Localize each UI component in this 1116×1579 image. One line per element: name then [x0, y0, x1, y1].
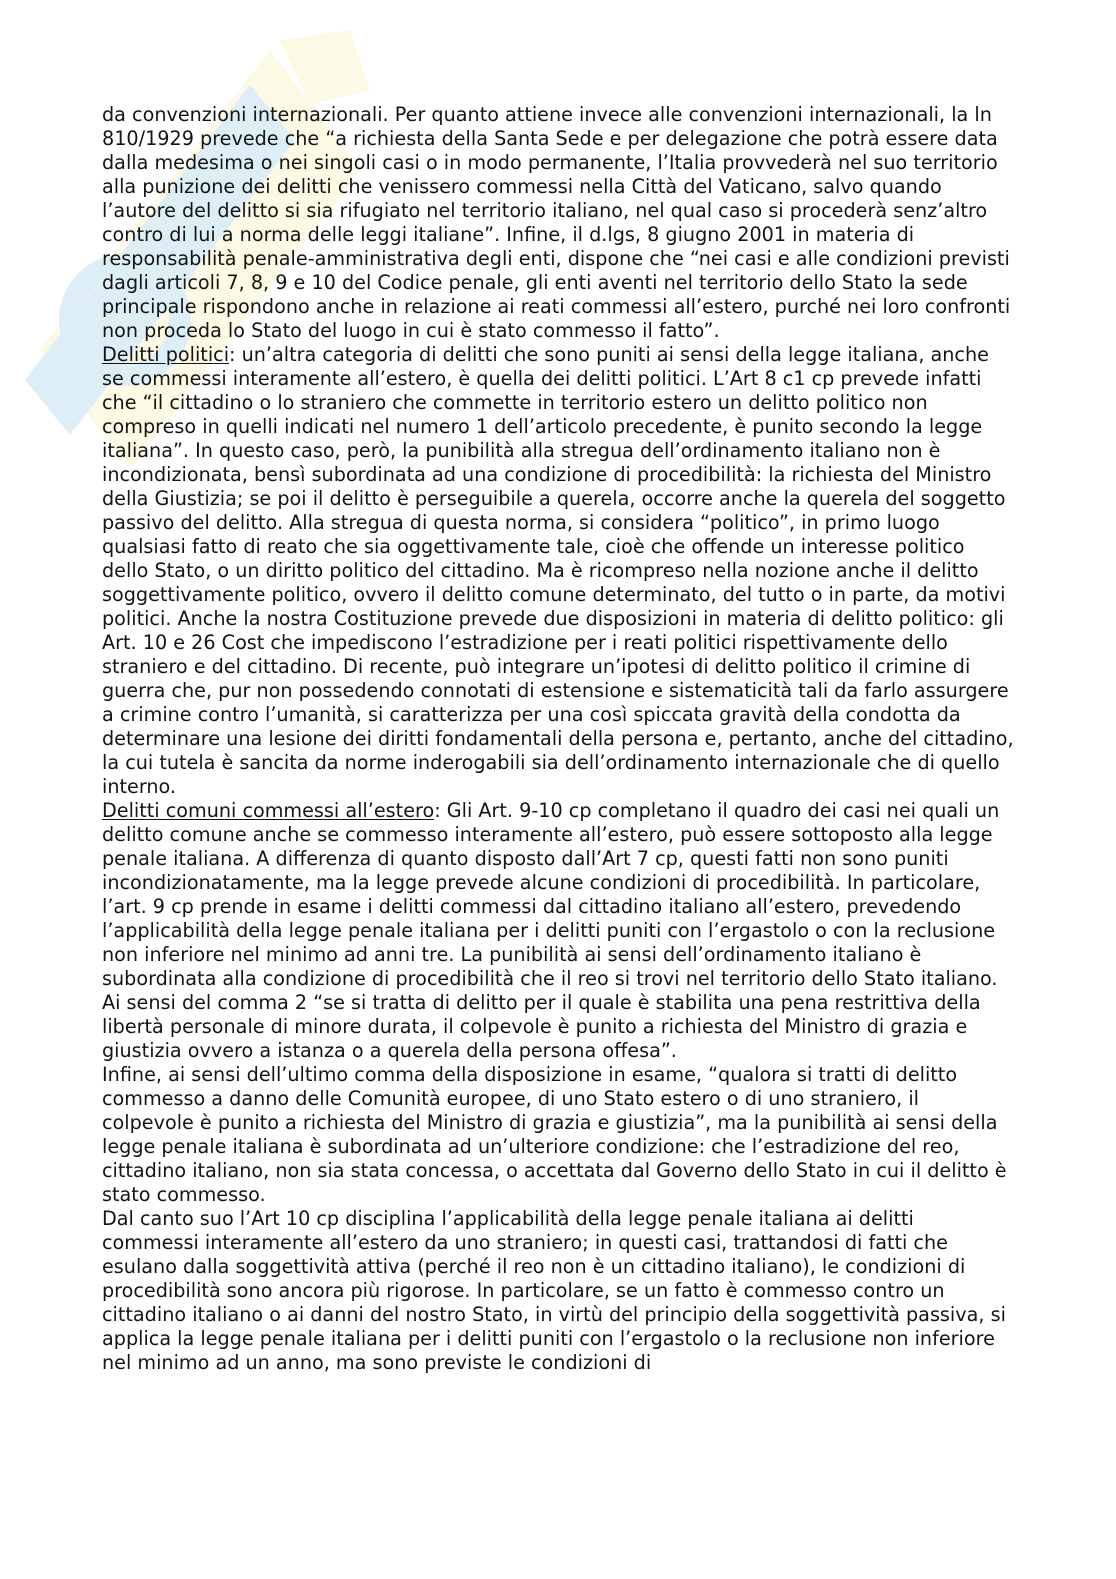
paragraph-text: : Gli Art. 9-10 cp completano il quadro dei casi nei quali un delitto comune anche se commesso interamente all’estero, può essere sottoposto alla legge penale italiana. A differenza di quanto disposto dall’Art 7 cp, questi fatti non sono puniti incondizionatamente, ma la legge prevede alcune condizioni di procedibilità. In particolare, l’art. 9 cp prende in esame i delitti commessi dal cittadino italiano all’estero, prevedendo l’applicabilità della legge penale italiana per i delitti puniti con l’ergastolo o con la reclusione non inferiore nel minimo ad anni tre. La punibilità ai sensi dell’ordinamento italiano è subordinata alla condizione di procedibilità che il reo si trovi nel territorio dello Stato italiano. Ai sensi del comma 2 “se si tratta di delitto per il quale è stabilita una pena restrittiva della libertà personale di minore durata, il colpevole è punito a richiesta del Ministro di grazia e giustizia ovvero a istanza o a querela della persona offesa”.: [102, 799, 1000, 1062]
paragraph-text: : un’altra categoria di delitti che sono puniti ai sensi della legge italiana, anche se commessi interamente all’estero, è quella dei delitti politici. L’Art 8 c1 cp prevede infatti che “il cittadino o lo straniero che commette in territorio estero un delitto politico non compreso in quelli indicati nel numero 1 dell’articolo precedente, è punito secondo la legge italiana”. In questo caso, però, la punibilità alla stregua dell’ordinamento italiano non è incondizionata, bensì subordinata ad una condizione di procedibilità: la richiesta del Ministro della Giustizia; se poi il delitto è perseguibile a querela, occorre anche la querela del soggetto passivo del delitto. Alla stregua di questa norma, si considera “politico”, in primo luogo qualsiasi fatto di reato che sia oggettivamente tale, cioè che offende un interesse politico dello Stato, o un diritto politico del cittadino. Ma è ricompreso nella nozione anche il delitto soggettivamente politico, ovvero il delitto comune determinato, del tutto o in parte, da motivi politici. Anche la nostra Costituzione prevede due disposizioni in materia di delitto politico: gli Art. 10 e 26 Cost che impediscono l’estradizione per i reati politici rispettivamente dello straniero e del cittadino. Di recente, può integrare un’ipotesi di delitto politico il crimine di guerra che, pur non possedendo connotati di estensione e sistematicità tali da farlo assurgere a crimine contro l’umanità, si caratterizza per una così spiccata gravità della condotta da determinare una lesione dei diritti fondamentali della persona e, pertanto, anche del cittadino, la cui tutela è sancita da norme inderogabili sia dell’ordinamento internazionale che di quello interno.: [102, 343, 1014, 798]
watermark-cap: [280, 30, 370, 105]
paragraph-text: Infine, ai sensi dell’ultimo comma della disposizione in esame, “qualora si tratti di delitto commesso a danno delle Comunità europee, di uno Stato estero o di uno straniero, il colpevole è punito a richiesta del Ministro di grazia e giustizia”, ma la punibilità ai sensi della legge penale italiana è subordinata ad un’ulteriore condizione: che l’estradizione del reo, cittadino italiano, non sia stata concessa, o accettata dal Governo dello Stato in cui il delitto è stato commesso.: [102, 1063, 1007, 1206]
paragraph-text: da convenzioni internazionali. Per quanto attiene invece alle convenzioni internazionali, la ln 810/1929 prevede che “a richiesta della Santa Sede e per delegazione che potrà essere data dalla medesima o nei singoli casi o in modo permanente, l’Italia provvederà nel suo territorio alla punizione dei delitti che venissero commessi nella Città del Vaticano, salvo quando l’autore del delitto si sia rifugiato nel territorio italiano, nel qual caso si procederà senz’altro contro di lui a norma delle leggi italiane”. Infine, il d.lgs, 8 giugno 2001 in materia di responsabilità penale-amministrativa degli enti, dispone che “nei casi e alle condizioni previsti dagli articoli 7, 8, 9 e 10 del Codice penale, gli enti aventi nel territorio dello Stato la sede principale rispondono anche in relazione ai reati commessi all’estero, purché nei loro confronti non proceda lo Stato del luogo in cui è stato commesso il fatto”.: [102, 103, 1011, 342]
paragraph: [102, 343, 1014, 799]
section-heading-delitti-comuni: Delitti comuni commessi all’estero: [102, 799, 435, 822]
paragraph-text: Dal canto suo l’Art 10 cp disciplina l’applicabilità della legge penale italiana ai delitti commessi interamente all’estero da uno straniero; in questi casi, trattandosi di fatti che esulano dalla soggettività attiva (perché il reo non è un cittadino italiano), le condizioni di procedibilità sono ancora più rigorose. In particolare, se un fatto è commesso contro un cittadino italiano o ai danni del nostro Stato, in virtù del principio della soggettività passiva, si applica la legge penale italiana per i delitti puniti con l’ergastolo o la reclusione non inferiore nel minimo ad un anno, ma sono previste le condizioni di: [102, 1207, 1006, 1374]
paragraph: [102, 1063, 1014, 1207]
paragraph: [102, 1207, 1014, 1375]
document-body: [102, 103, 1014, 1375]
paragraph: [102, 799, 1014, 1063]
paragraph: [102, 103, 1014, 343]
section-heading-delitti-politici: Delitti politici: [102, 343, 230, 366]
